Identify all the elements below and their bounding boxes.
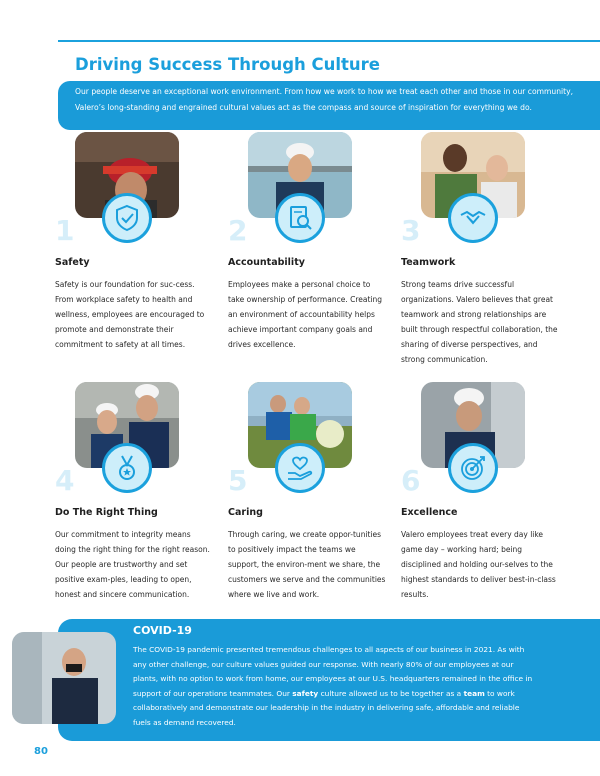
value-text: Through caring, we create oppor-tunities to positively impact the teams we support, the environ-ment we share, the customers we serve and the communities where we live and work.	[228, 530, 386, 599]
covid-text-part: to work collaboratively and demonstrate our leadership in the industry in delivering safe, affordable and reliable fuels as demand recovered.	[133, 688, 520, 727]
badge	[448, 193, 498, 243]
badge	[275, 443, 325, 493]
value-number: 5	[228, 464, 248, 497]
badge	[448, 443, 498, 493]
target-arrow-icon	[458, 453, 488, 483]
covid-text-bold-team: team	[463, 688, 485, 698]
intro-banner	[58, 81, 600, 130]
page-number: 80	[34, 746, 48, 757]
value-name: Accountability	[228, 257, 305, 268]
shield-check-icon	[112, 203, 142, 233]
covid-text-part: The COVID-19 pandemic presented tremendous challenges to all aspects of our business in 2021. As with any other challenge, our culture values guided our response. With nearly 80% of our employees at our plants, with no option to work from home, our employees at our U.S. headquarters remained in the office in support of our operations teammates. Our	[133, 645, 533, 698]
value-text: Employees make a personal choice to take ownership of performance. Creating an environment of accountability helps achieve important company goals and drives excellence.	[228, 280, 382, 349]
value-number: 2	[228, 214, 248, 247]
value-name: Caring	[228, 507, 263, 518]
value-number: 6	[401, 464, 421, 497]
badge	[275, 193, 325, 243]
value-name: Teamwork	[401, 257, 456, 268]
heart-hand-icon	[285, 453, 315, 483]
covid-panel	[58, 619, 600, 741]
value-number: 3	[401, 214, 421, 247]
value-number: 4	[55, 464, 75, 497]
value-name: Safety	[55, 257, 90, 268]
value-text: Our commitment to integrity means doing the right thing for the right reason. Our people are trustworthy and set positive exam-ples, leading to open, honest and sincere communication.	[55, 530, 210, 599]
covid-text-part: culture allowed us to be together as a	[318, 688, 464, 698]
badge	[102, 443, 152, 493]
intro-text: Our people deserve an exceptional work environment. From how we work to how we treat each other and those in our community, Valero’s long-standing and engrained cultural values act as the compass and source of inspiration for everything we do.	[75, 87, 574, 112]
value-text: Strong teams drive successful organizations. Valero believes that great teamwork and strong relationships are built through respectful collaboration, the sharing of diverse perspectives, and strong communication.	[401, 280, 558, 364]
covid-text-bold-safety: safety	[292, 688, 319, 698]
value-text: Safety is our foundation for suc-cess. From workplace safety to health and wellness, employees are encouraged to promote and demonstrate their commitment to safety at all times.	[55, 280, 205, 349]
covid-title: COVID-19	[133, 624, 192, 637]
document-magnifier-icon	[285, 203, 315, 233]
value-number: 1	[55, 214, 75, 247]
photo-worker-mask	[12, 632, 116, 724]
badge	[102, 193, 152, 243]
handshake-icon	[458, 203, 488, 233]
value-text: Valero employees treat every day like game day – working hard; being disciplined and holding our-selves to the highest standards to deliver best-in-class results.	[401, 530, 556, 599]
page-title: Driving Success Through Culture	[75, 55, 380, 74]
medal-icon	[112, 453, 142, 483]
value-name: Do The Right Thing	[55, 507, 158, 518]
covid-text	[133, 643, 533, 731]
top-rule	[58, 40, 600, 42]
value-name: Excellence	[401, 507, 458, 518]
